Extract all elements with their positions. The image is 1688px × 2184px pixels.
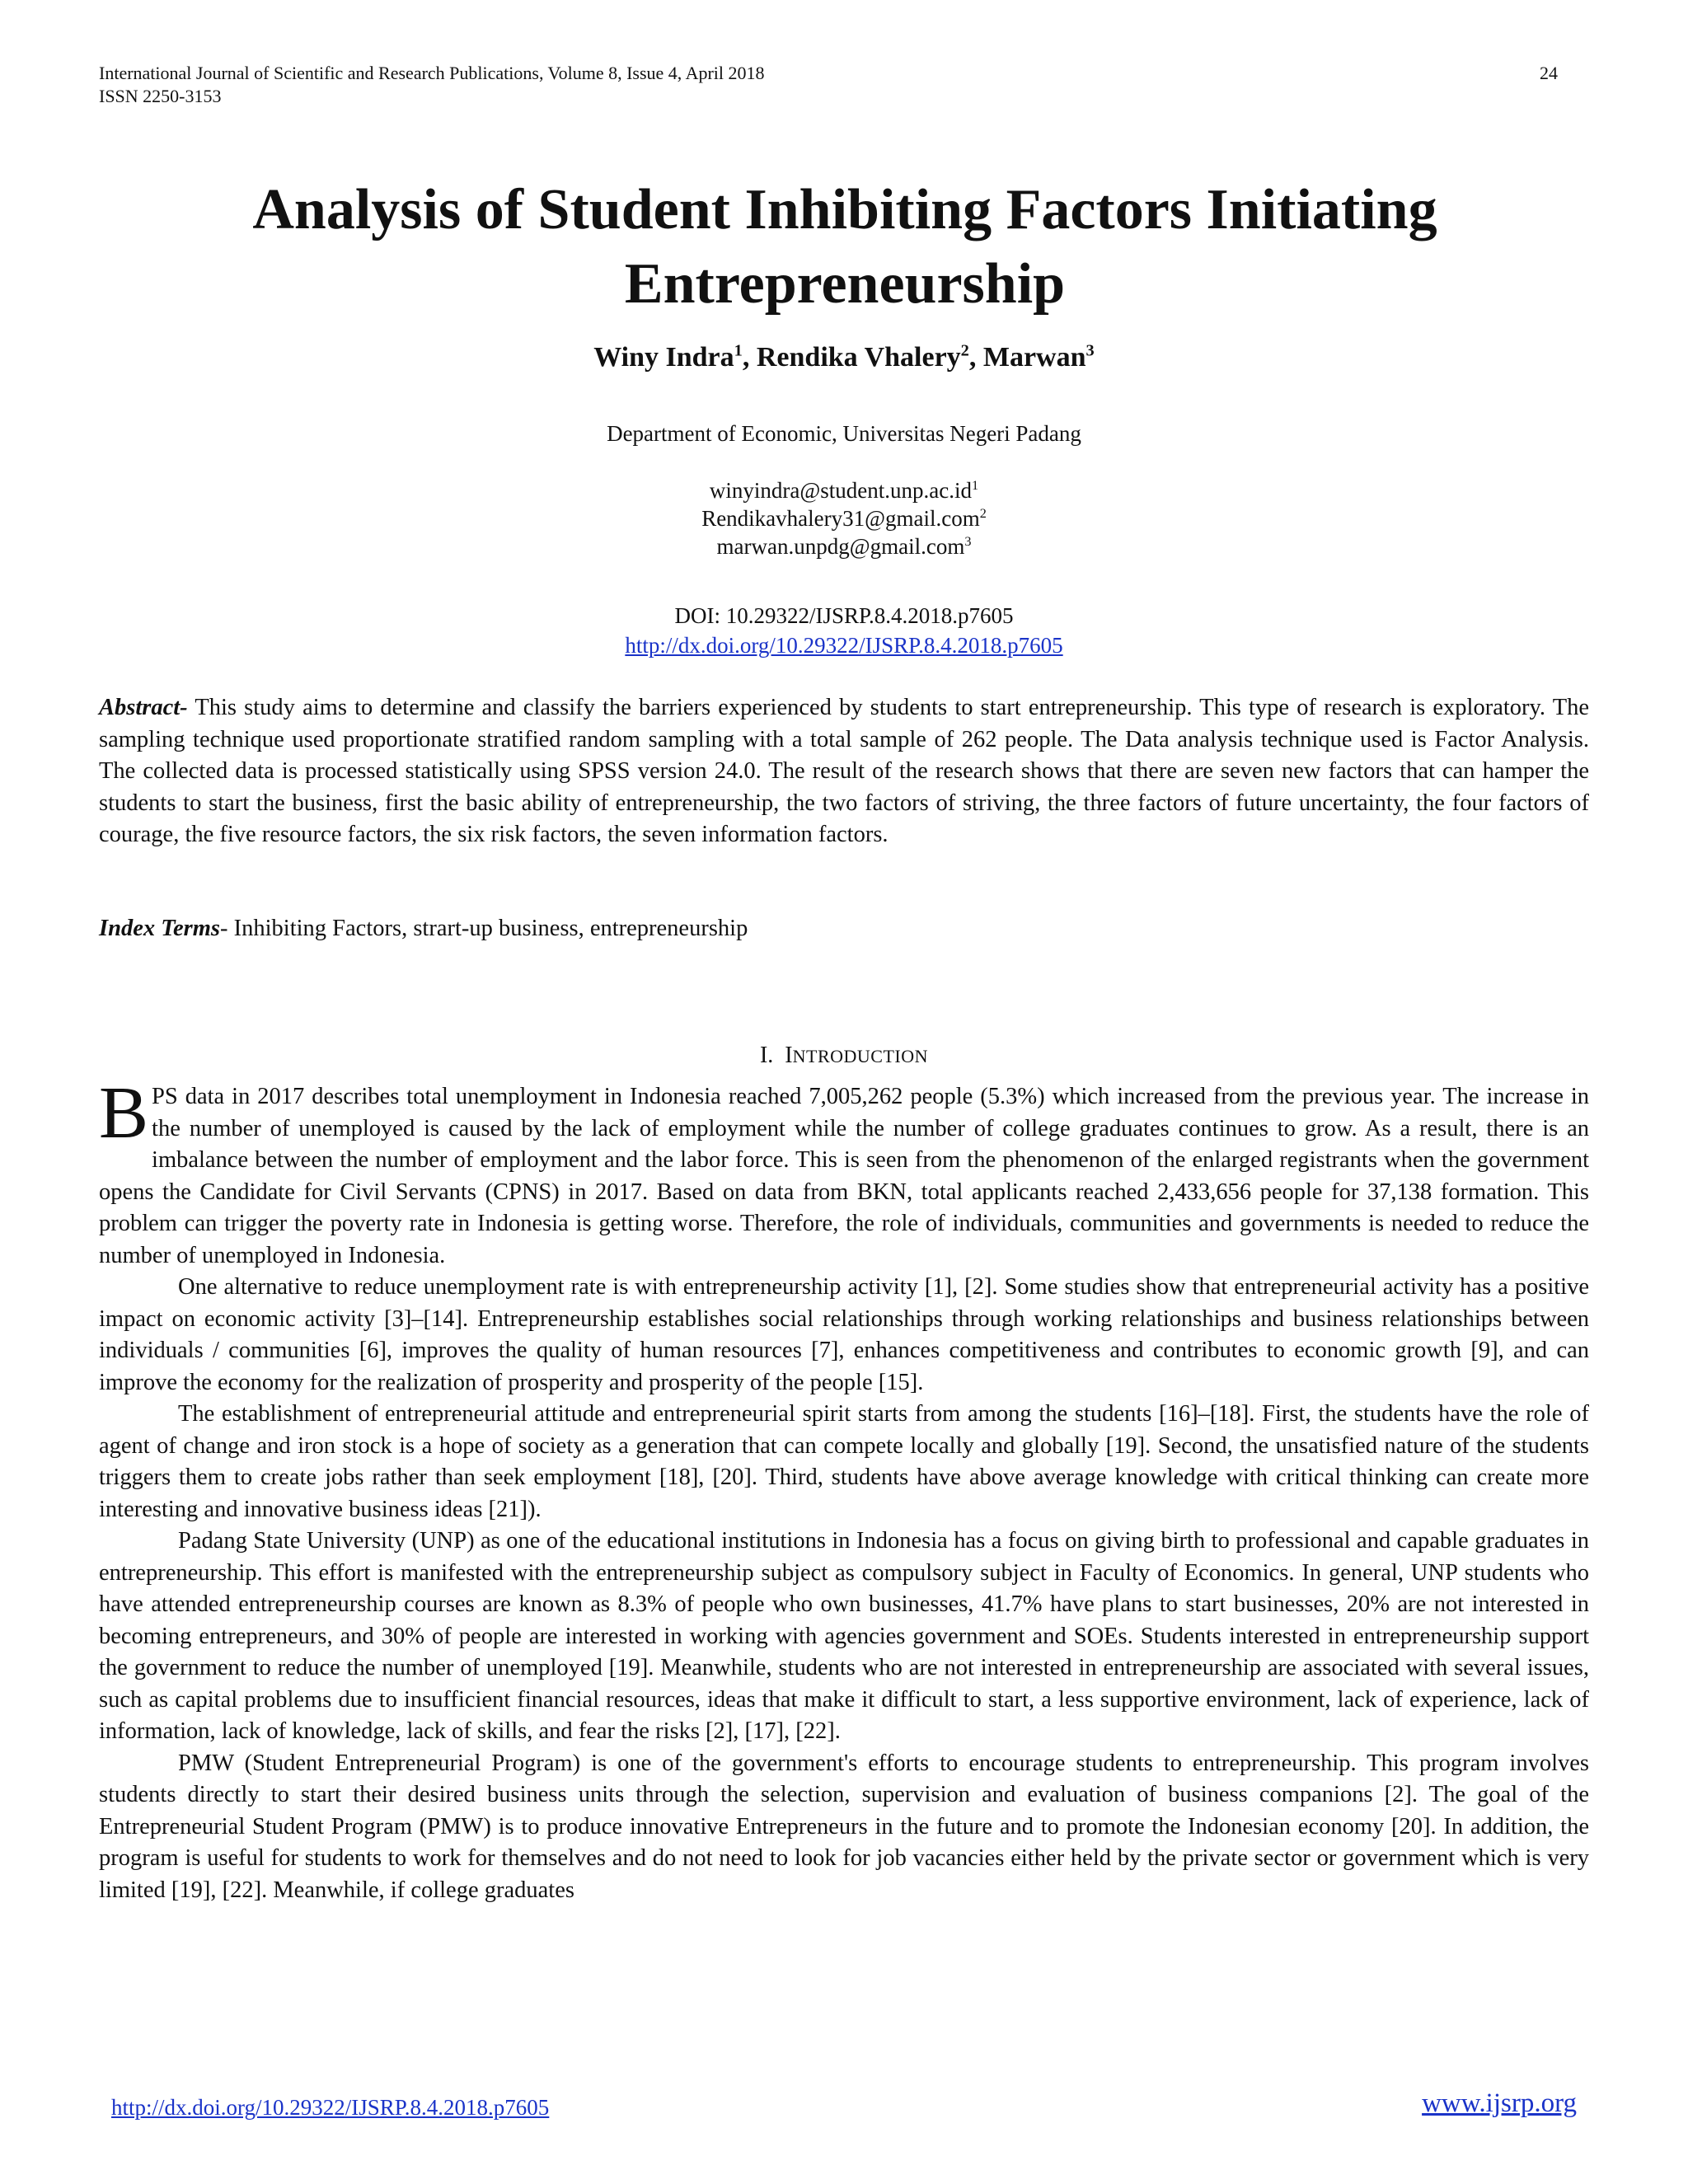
email-address: Rendikavhalery31@gmail.com [701,506,980,531]
email-address: winyindra@student.unp.ac.id [709,478,972,503]
issn-header: ISSN 2250-3153 [99,86,222,106]
section-title-rest: NTRODUCTION [792,1046,929,1066]
journal-header: International Journal of Scientific and Research Publications, Volume 8, Issue 4, April 2018 [99,63,765,83]
email-address: marwan.unpdg@gmail.com [716,534,965,559]
author-affiliation-mark: 3 [1085,341,1095,360]
doi-link[interactable]: http://dx.doi.org/10.29322/IJSRP.8.4.2018.p7605 [625,633,1063,658]
footer-doi-link[interactable]: http://dx.doi.org/10.29322/IJSRP.8.4.2018.p7605 [111,2095,550,2120]
abstract-text: This study aims to determine and classify the barriers experienced by students to start entrepreneurship. This type of research is exploratory. The sampling technique used proportionate stratified random sampling with a total sample of 262 people. The Data analysis technique used is Factor Analysis. The collected data is processed statistically using SPSS version 24.0. The result of the research shows that there are seven new factors that can hamper the students to start the business, first the basic ability of entrepreneurship, the two factors of striving, the three factors of future uncertainty, the four factors of courage, the five resource factors, the six risk factors, the seven information factors. [99,695,1589,847]
intro-paragraph: Padang State University (UNP) as one of the educational institutions in Indonesia has a focus on giving birth to professional and capable graduates in entrepreneurship. This effort is manifested with the entrepreneurship subject as compulsory subject in Faculty of Economics. In general, UNP students who have attended entrepreneurship courses are known as 8.3% of people who own businesses, 41.7% have plans to start businesses, 20% are not interested in becoming entrepreneurs, and 30% of people are interested in working with agencies government and SOEs. Students interested in entrepreneurship support the government to reduce the number of unemployed [19]. Meanwhile, students who are not interested in entrepreneurship are associated with several issues, such as capital problems due to insufficient financial resources, ideas that make it difficult to start, a less supportive environment, lack of experience, lack of information, lack of knowledge, lack of skills, and fear the risks [2], [17], [22]. [99,1528,1589,1744]
index-terms [99,913,1589,945]
abstract [99,692,1589,851]
paper-title: Analysis of Student Inhibiting Factors Initiating Entrepreneurship [252,178,1437,316]
intro-paragraph: The establishment of entrepreneurial attitude and entrepreneurial spirit starts from among the students [16]–[18]. First, the students have the role of agent of change and iron stock is a hope of society as a generation that can compete locally and globally [19]. Second, the unsatisfied nature of the students triggers them to create jobs rather than seek employment [18], [20]. Third, students have above average knowledge with critical thinking can create more interesting and innovative business ideas [21]). [99,1401,1589,1522]
author-affiliation-mark: 1 [734,341,743,360]
drop-cap: B [99,1072,149,1154]
introduction-body [99,1072,1589,1906]
index-terms-label: Index Terms [99,916,221,941]
author-affiliation-mark: 2 [960,341,969,360]
intro-paragraph: PMW (Student Entrepreneurial Program) is one of the government's efforts to encourage students to entrepreneurship. This program involves students directly to start their desired business units through the selection, supervision and evaluation of business companions [2]. The goal of the Entrepreneurial Student Program (PMW) is to produce innovative Entrepreneurs in the future and to promote the Indonesian economy [20]. In addition, the program is useful for students to work for themselves and do not need to look for job vacancies either held by the private sector or government which is very limited [19], [22]. Meanwhile, if college graduates [99,1750,1589,1903]
intro-paragraph: One alternative to reduce unemployment rate is with entrepreneurship activity [1], [2]. Some studies show that entrepreneurial activity has a positive impact on economic activity [3]–[14]. Entrepreneurship establishes social relationships through working relationships and business relationships between individuals / communities [6], improves the quality of human resources [7], enhances competitiveness and contributes to economic growth [9], and can improve the economy for the realization of prosperity and prosperity of the people [15]. [99,1274,1589,1395]
author-email [0,504,1688,532]
author-name: Winy Indra [593,342,734,373]
abstract-label: Abstract- [99,695,188,720]
index-terms-text: - Inhibiting Factors, strart-up business, entrepreneurship [220,916,748,941]
author-name: Marwan [982,342,1086,373]
author-email [0,476,1688,504]
affiliation: Department of Economic, Universitas Negeri Padang [607,421,1081,446]
intro-paragraph-text: PS data in 2017 describes total unemployment in Indonesia reached 7,005,262 people (5.3%) which increased from the previous year. The increase in the number of unemployed is caused by the lack of employment while the number of college graduates continues to grow. As a result, there is an imbalance between the number of employment and the labor force. This is seen from the phenomenon of the enlarged registrants when the government opens the Candidate for Civil Servants (CPNS) in 2017. Based on data from BKN, total applicants reached 2,433,656 people for 37,138 formation. This problem can trigger the poverty rate in Indonesia is getting worse. Therefore, the role of individuals, communities and governments is needed to reduce the number of unemployed in Indonesia. [99,1084,1589,1268]
page-number: 24 [1540,63,1558,83]
footer-site [1422,2088,1577,2119]
footer-doi [111,2095,549,2121]
author-email [0,532,1688,560]
email-mark: 1 [971,478,979,493]
email-mark: 3 [964,534,972,549]
doi-text: DOI: 10.29322/IJSRP.8.4.2018.p7605 [674,603,1014,628]
doi-link-container [0,631,1688,659]
section-numeral: I. [759,1043,774,1068]
section-heading-introduction [0,1042,1688,1071]
intro-paragraph [99,1072,1589,1272]
section-title-initial: I [785,1043,793,1068]
email-list [0,476,1688,560]
email-mark: 2 [979,506,987,521]
author-list: Winy Indra$^1$, Rendika Vhalery$^2$, Marwan$^3$ [593,341,1095,373]
author-name: Rendika Vhalery [756,342,961,373]
footer-site-link[interactable]: www.ijsrp.org [1422,2088,1577,2118]
